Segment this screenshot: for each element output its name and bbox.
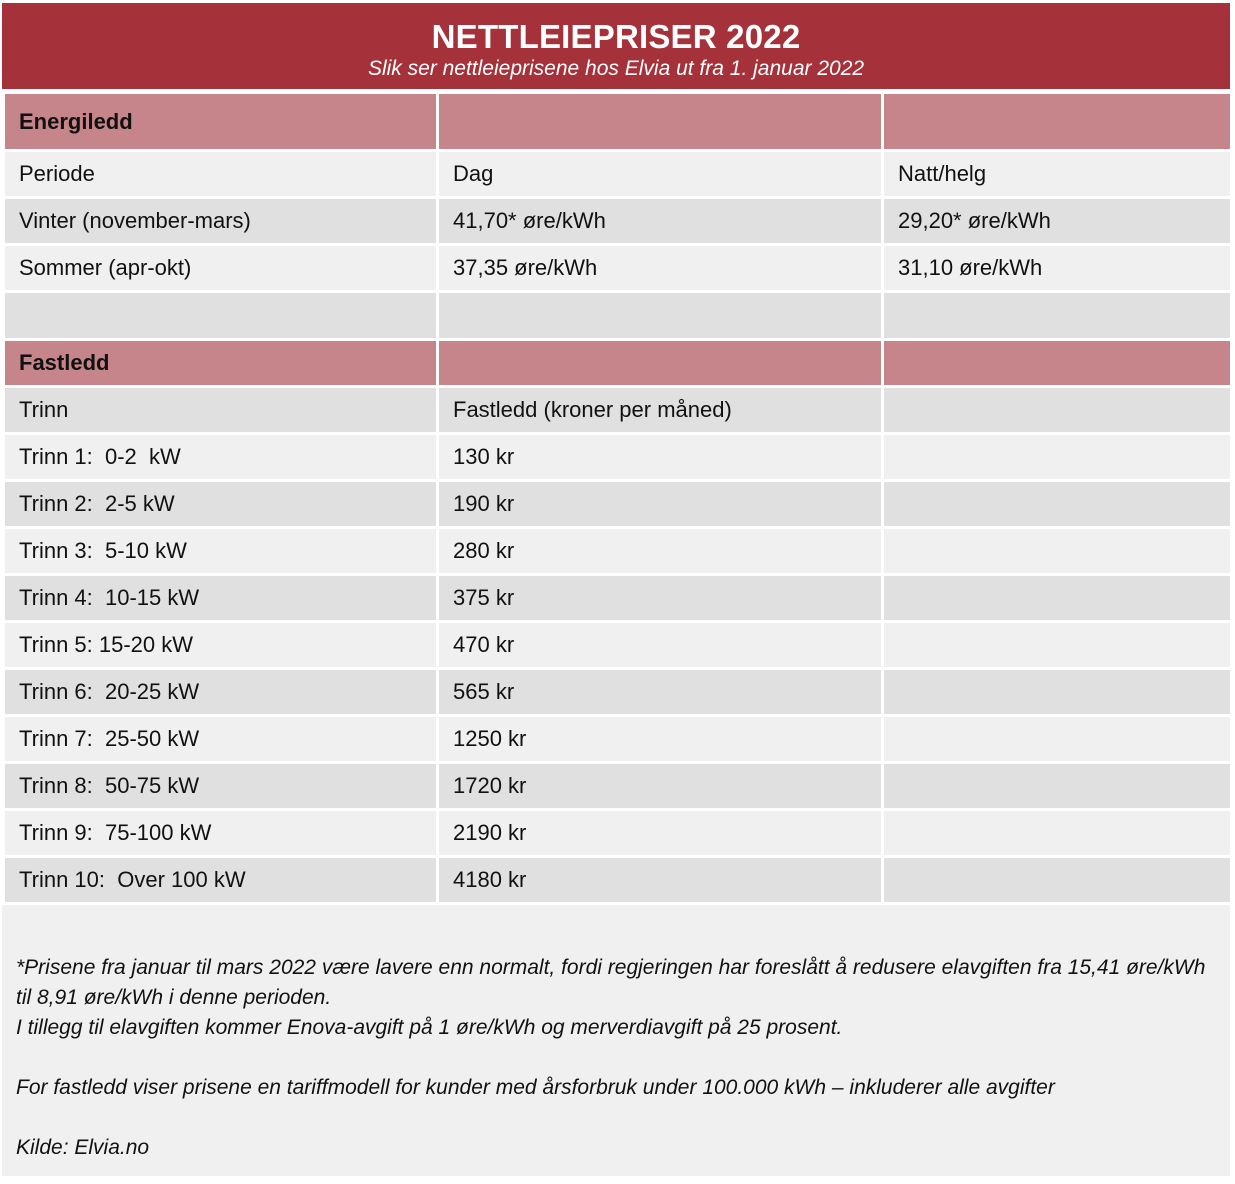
section-cell-empty bbox=[883, 340, 1232, 387]
trinn-cell: Trinn 10: Over 100 kW bbox=[4, 857, 438, 904]
empty-cell bbox=[883, 434, 1232, 481]
section-cell-empty bbox=[883, 93, 1232, 151]
price-table bbox=[2, 91, 1233, 905]
table-row bbox=[4, 481, 1232, 528]
table-row bbox=[4, 716, 1232, 763]
table-row bbox=[4, 575, 1232, 622]
footnotes bbox=[2, 905, 1230, 1176]
page-title: NETTLEIEPRISER 2022 bbox=[431, 18, 801, 55]
price-cell: 565 kr bbox=[438, 669, 883, 716]
table-row bbox=[4, 245, 1232, 292]
footnote-fastledd: For fastledd viser prisene en tariffmodell for kunder med årsforbruk under 100.000 kWh – inkluderer alle avgifter bbox=[16, 1076, 1055, 1099]
trinn-cell: Trinn 8: 50-75 kW bbox=[4, 763, 438, 810]
table-row bbox=[4, 622, 1232, 669]
price-cell: 1720 kr bbox=[438, 763, 883, 810]
trinn-cell: Trinn 3: 5-10 kW bbox=[4, 528, 438, 575]
energiledd-section-label: Energiledd bbox=[4, 93, 438, 151]
empty-cell bbox=[883, 857, 1232, 904]
column-header-dag: Dag bbox=[438, 151, 883, 198]
trinn-cell: Trinn 1: 0-2 kW bbox=[4, 434, 438, 481]
trinn-cell: Trinn 4: 10-15 kW bbox=[4, 575, 438, 622]
empty-cell bbox=[883, 716, 1232, 763]
table-row bbox=[4, 810, 1232, 857]
empty-cell bbox=[883, 292, 1232, 340]
table-row bbox=[4, 669, 1232, 716]
price-cell: 130 kr bbox=[438, 434, 883, 481]
footnote-elavgift: *Prisene fra januar til mars 2022 være lavere enn normalt, fordi regjeringen har foreslått å redusere elavgiften fra 15,41 øre/kWh til 8,91 øre/kWh i denne perioden. bbox=[16, 956, 1206, 1009]
price-table-page bbox=[2, 3, 1230, 1176]
price-cell: 375 kr bbox=[438, 575, 883, 622]
trinn-cell: Trinn 5: 15-20 kW bbox=[4, 622, 438, 669]
energiledd-section-header bbox=[4, 93, 1232, 151]
night-price-cell: 31,10 øre/kWh bbox=[883, 245, 1232, 292]
period-cell: Sommer (apr-okt) bbox=[4, 245, 438, 292]
table-row bbox=[4, 857, 1232, 904]
period-cell: Vinter (november-mars) bbox=[4, 198, 438, 245]
night-price-cell: 29,20* øre/kWh bbox=[883, 198, 1232, 245]
column-header-fastledd: Fastledd (kroner per måned) bbox=[438, 387, 883, 434]
fastledd-column-headers bbox=[4, 387, 1232, 434]
footnote-enova: I tillegg til elavgiften kommer Enova-avgift på 1 øre/kWh og merverdiavgift på 25 prosent. bbox=[16, 1016, 843, 1039]
empty-cell bbox=[883, 810, 1232, 857]
column-header-natt-helg: Natt/helg bbox=[883, 151, 1232, 198]
trinn-cell: Trinn 2: 2-5 kW bbox=[4, 481, 438, 528]
trinn-cell: Trinn 6: 20-25 kW bbox=[4, 669, 438, 716]
empty-cell bbox=[883, 575, 1232, 622]
section-cell-empty bbox=[438, 93, 883, 151]
trinn-cell: Trinn 9: 75-100 kW bbox=[4, 810, 438, 857]
empty-cell bbox=[883, 669, 1232, 716]
empty-cell bbox=[438, 292, 883, 340]
price-cell: 280 kr bbox=[438, 528, 883, 575]
spacer-row bbox=[4, 292, 1232, 340]
price-cell: 4180 kr bbox=[438, 857, 883, 904]
empty-cell bbox=[883, 622, 1232, 669]
table-row bbox=[4, 528, 1232, 575]
trinn-cell: Trinn 7: 25-50 kW bbox=[4, 716, 438, 763]
price-cell: 2190 kr bbox=[438, 810, 883, 857]
empty-cell bbox=[883, 763, 1232, 810]
price-cell: 190 kr bbox=[438, 481, 883, 528]
title-bar bbox=[2, 3, 1230, 91]
table-row bbox=[4, 434, 1232, 481]
source-credit: Kilde: Elvia.no bbox=[16, 1136, 150, 1159]
page-subtitle: Slik ser nettleieprisene hos Elvia ut fra 1. januar 2022 bbox=[367, 57, 865, 80]
column-header-periode: Periode bbox=[4, 151, 438, 198]
empty-cell bbox=[883, 387, 1232, 434]
section-cell-empty bbox=[438, 340, 883, 387]
price-cell: 1250 kr bbox=[438, 716, 883, 763]
price-cell: 470 kr bbox=[438, 622, 883, 669]
day-price-cell: 41,70* øre/kWh bbox=[438, 198, 883, 245]
fastledd-section-header bbox=[4, 340, 1232, 387]
day-price-cell: 37,35 øre/kWh bbox=[438, 245, 883, 292]
empty-cell bbox=[883, 528, 1232, 575]
energiledd-column-headers bbox=[4, 151, 1232, 198]
column-header-trinn: Trinn bbox=[4, 387, 438, 434]
empty-cell bbox=[4, 292, 438, 340]
table-row bbox=[4, 198, 1232, 245]
empty-cell bbox=[883, 481, 1232, 528]
table-row bbox=[4, 763, 1232, 810]
fastledd-section-label: Fastledd bbox=[4, 340, 438, 387]
